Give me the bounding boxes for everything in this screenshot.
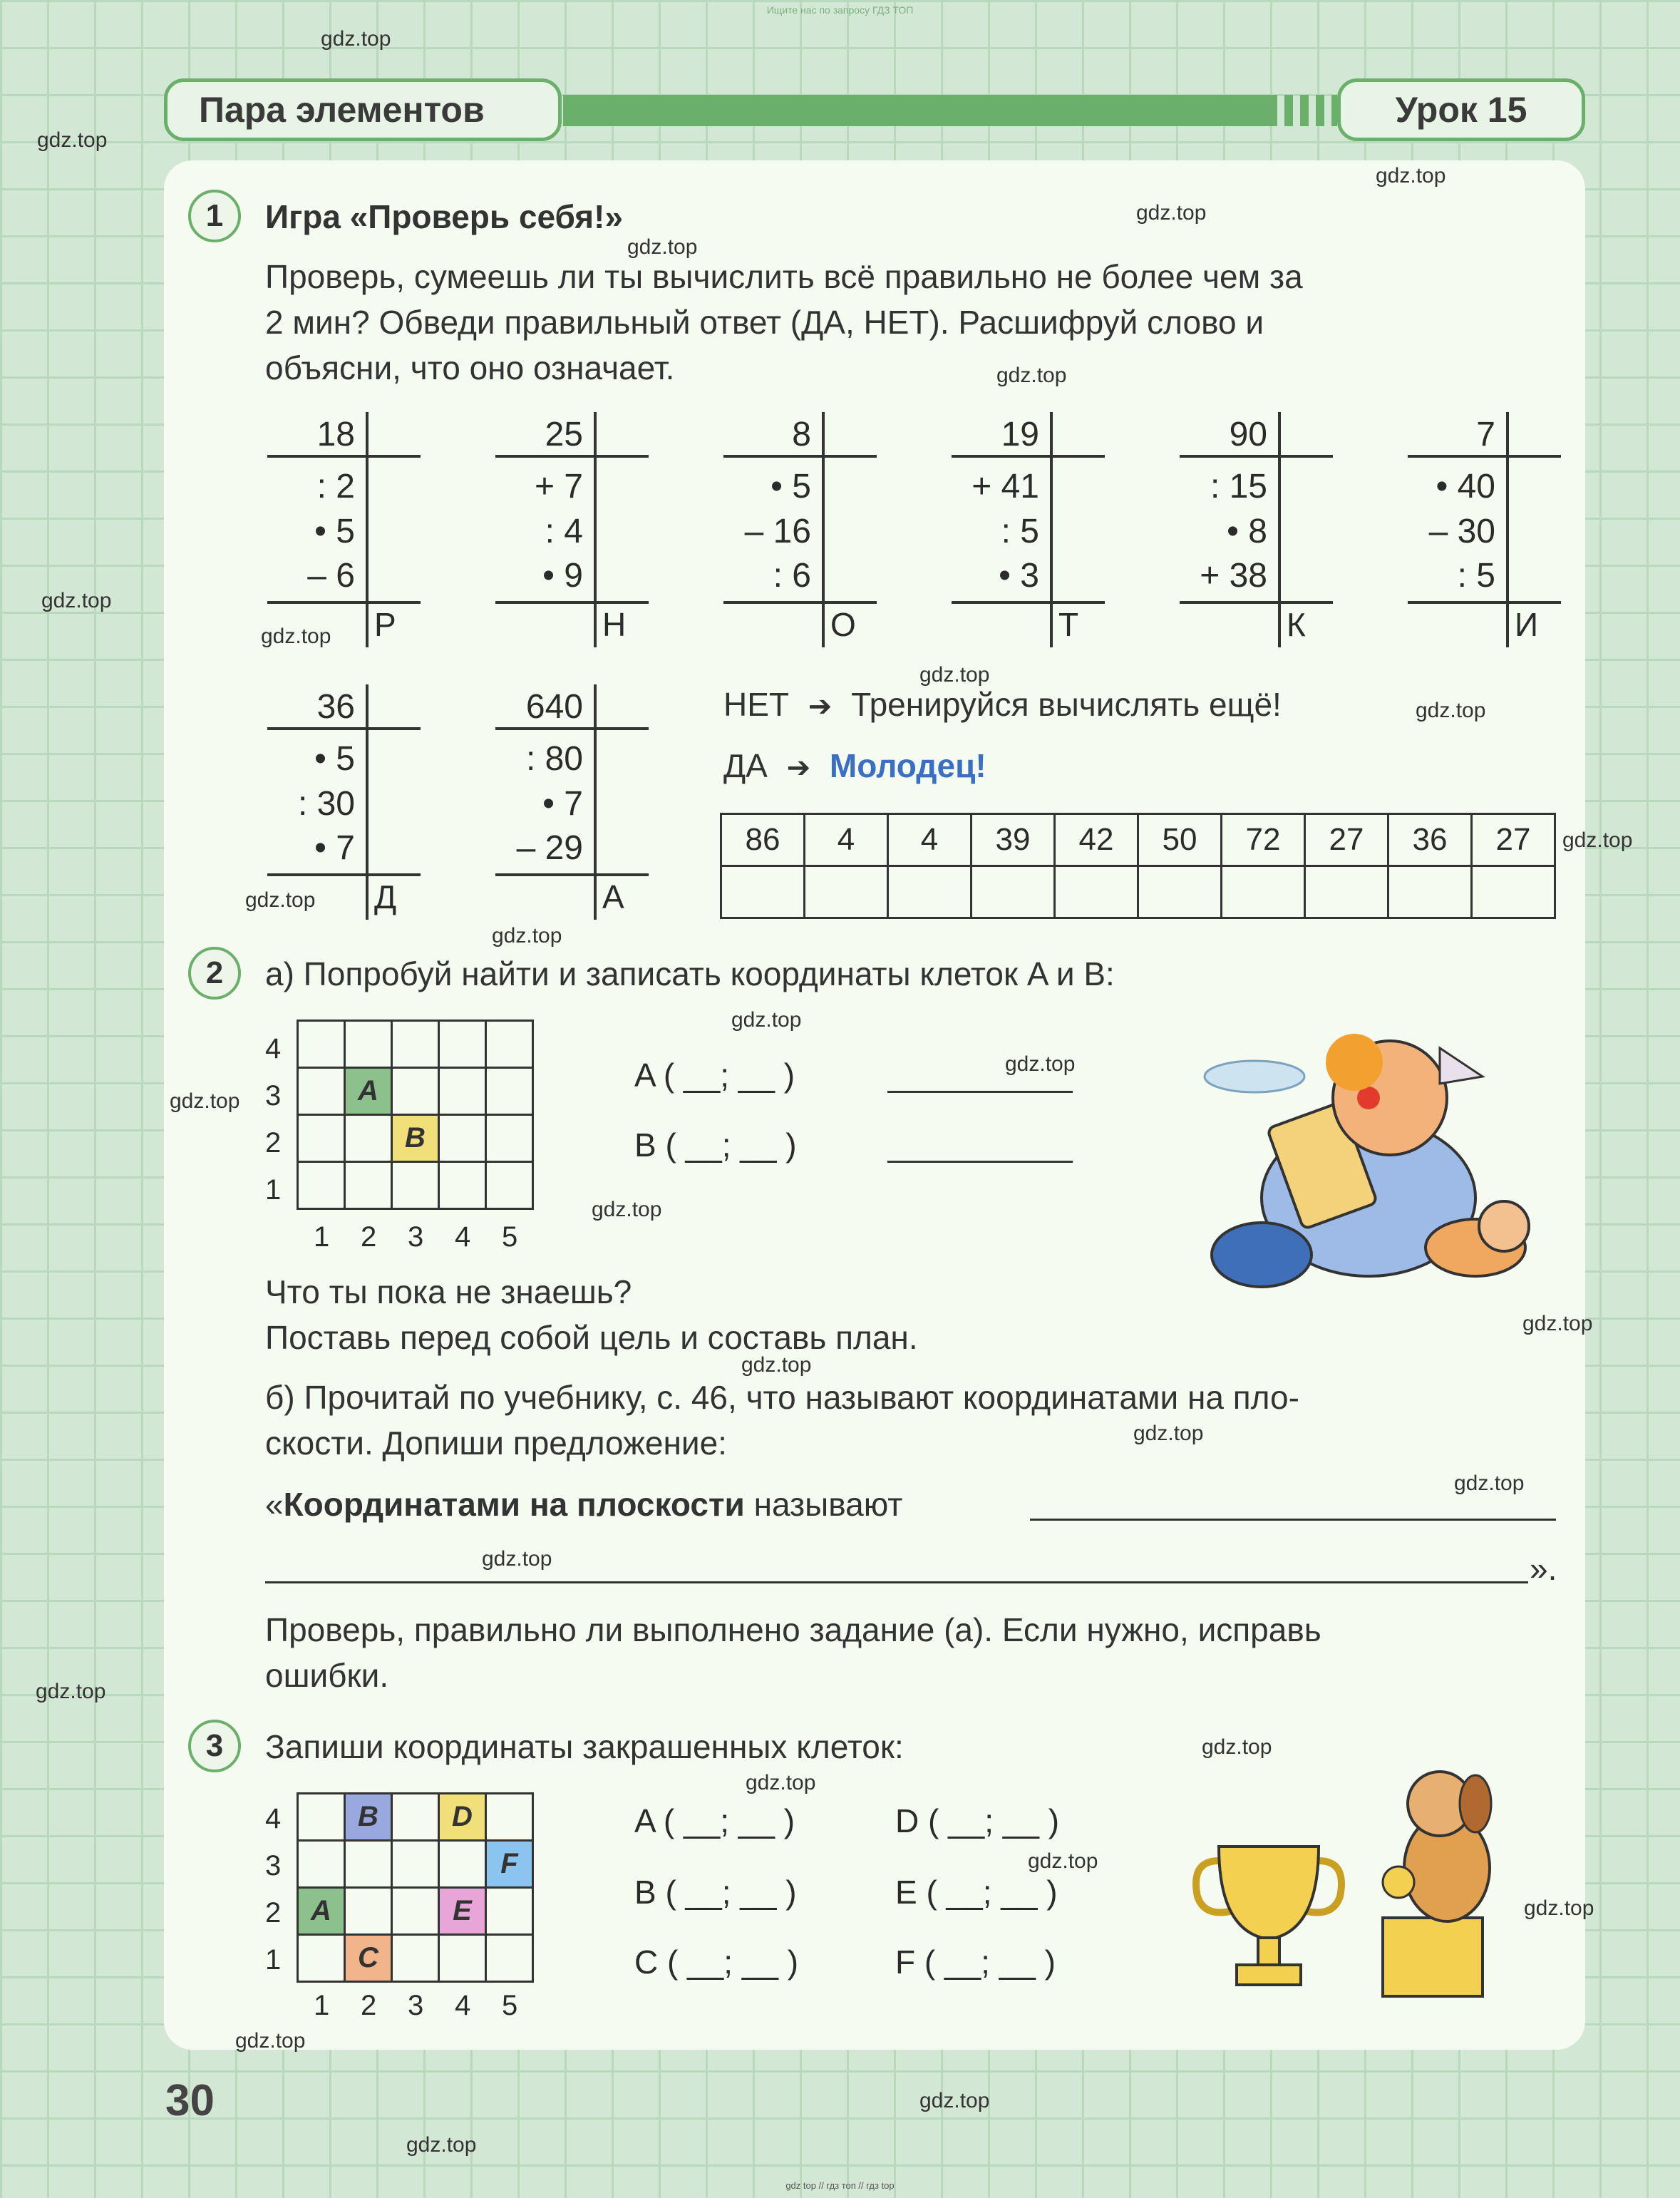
- answer-letter-cell[interactable]: [721, 866, 805, 918]
- chain-op: • 7: [542, 785, 583, 823]
- watermark: gdz.top: [1136, 201, 1207, 225]
- cell-b: B: [392, 1115, 439, 1162]
- chain-letter: И: [1515, 606, 1539, 643]
- watermark: gdz.top: [919, 2089, 990, 2112]
- watermark: gdz.top: [321, 27, 391, 51]
- answer-value: 86: [721, 814, 805, 866]
- answer-letter-cell[interactable]: [1305, 866, 1388, 918]
- watermark: gdz.top: [1005, 1052, 1076, 1076]
- coord-c[interactable]: C ( __; __ ): [634, 1943, 799, 1981]
- chain-op: • 5: [314, 740, 355, 778]
- answer-letter-cell[interactable]: [888, 866, 972, 918]
- watermark: gdz.top: [741, 1353, 812, 1377]
- watermark: gdz.top: [235, 2029, 306, 2053]
- grid-y-label: 4: [265, 1033, 282, 1064]
- chain-op: : 30: [297, 785, 355, 823]
- chain-start: 25: [545, 416, 583, 453]
- grid-y-label: 2: [265, 1897, 282, 1929]
- watermark: gdz.top: [746, 1771, 816, 1794]
- section-title: Пара элементов: [164, 78, 562, 141]
- answer-letter-cell[interactable]: [1055, 866, 1138, 918]
- watermark: gdz.top: [406, 2133, 477, 2157]
- watermark: gdz.top: [1522, 1312, 1593, 1335]
- chain-op: • 7: [314, 829, 355, 867]
- no-word: НЕТ: [723, 686, 789, 723]
- bottom-note: gdz top // гдз топ // гдз top: [785, 2180, 895, 2191]
- header-stripes: [1269, 95, 1337, 126]
- arrow-right-icon: ➔: [786, 752, 811, 784]
- chain-op: – 16: [744, 513, 811, 550]
- task2-check-line1: Проверь, правильно ли выполнено задание (а). Если нужно, исправь: [265, 1611, 1321, 1648]
- answer-value: 50: [1138, 814, 1222, 866]
- chain-start: 36: [316, 688, 355, 726]
- watermark: gdz.top: [1133, 1422, 1204, 1445]
- chain-t: [952, 412, 1105, 647]
- watermark: gdz.top: [492, 924, 562, 947]
- chain-op: : 5: [1001, 513, 1039, 550]
- yes-word: ДА: [723, 747, 768, 784]
- task2-grid: [297, 1020, 534, 1210]
- task2-q1: Что ты пока не знаешь?: [265, 1273, 632, 1310]
- chain-i: [1408, 412, 1561, 647]
- answer-letter-cell[interactable]: [805, 866, 888, 918]
- task1-number: 1: [188, 190, 241, 242]
- no-line: [723, 683, 1282, 728]
- answer-letter-cell[interactable]: [1472, 866, 1555, 918]
- task1-text-line1: Проверь, сумеешь ли ты вычислить всё правильно не более чем за: [265, 258, 1303, 295]
- chain-d: [267, 684, 421, 920]
- quote-close: ».: [1530, 1550, 1557, 1587]
- coord-a[interactable]: A ( __; __ ): [634, 1802, 795, 1839]
- chain-op: • 5: [314, 513, 355, 550]
- watermark: gdz.top: [1454, 1472, 1525, 1495]
- chain-op: : 15: [1210, 468, 1267, 505]
- task2-b-line1: б) Прочитай по учебнику, с. 46, что называют координатами на пло-: [265, 1379, 1299, 1416]
- no-text: Тренируйся вычислять ещё!: [851, 686, 1282, 723]
- definition-verb: называют: [744, 1486, 903, 1523]
- watermark: gdz.top: [1376, 164, 1446, 188]
- answer-value: 4: [888, 814, 972, 866]
- watermark: gdz.top: [1028, 1849, 1098, 1873]
- definition-term: Координатами на плоскости: [283, 1486, 745, 1523]
- task2-number: 2: [188, 947, 241, 1000]
- task1-text-line3: объясни, что оно означает.: [265, 349, 675, 386]
- chain-start: 7: [1476, 416, 1495, 453]
- watermark: gdz.top: [1416, 699, 1486, 722]
- watermark: gdz.top: [996, 364, 1067, 387]
- chain-op: – 6: [307, 557, 355, 595]
- cell-a: A: [298, 1888, 345, 1935]
- watermark: gdz.top: [1524, 1896, 1594, 1920]
- grid-x-label: 2: [361, 1990, 377, 2021]
- answer-value: 72: [1222, 814, 1305, 866]
- quote-open: «: [265, 1486, 284, 1523]
- chain-op: • 3: [999, 557, 1039, 595]
- chain-letter: К: [1287, 606, 1306, 643]
- answer-value: 39: [972, 814, 1055, 866]
- chain-op: : 4: [545, 513, 583, 550]
- chain-letter: Т: [1058, 606, 1079, 643]
- header-bar: [563, 95, 1269, 126]
- chain-op: + 38: [1200, 557, 1267, 595]
- chain-start: 640: [525, 688, 583, 726]
- grid-x-label: 4: [455, 1221, 471, 1253]
- grid-y-label: 3: [265, 1080, 282, 1111]
- chain-op: + 7: [534, 468, 583, 505]
- chain-op: : 80: [525, 740, 583, 778]
- cell-c: C: [345, 1935, 392, 1982]
- chain-letter: А: [602, 878, 624, 915]
- lesson-label: Урок 15: [1337, 78, 1585, 141]
- chain-op: – 30: [1428, 513, 1495, 550]
- coord-e[interactable]: E ( __; __ ): [895, 1874, 1058, 1911]
- chain-letter: Н: [602, 606, 627, 643]
- chain-op: – 29: [516, 829, 583, 867]
- definition-line-1[interactable]: [1030, 1519, 1556, 1521]
- grid-y-label: 1: [265, 1944, 282, 1976]
- answer-value: 42: [1055, 814, 1138, 866]
- cell-a: A: [345, 1068, 392, 1115]
- answer-table: [720, 813, 1556, 919]
- chain-start: 18: [316, 416, 355, 453]
- definition-sentence: [265, 1483, 902, 1526]
- chain-op: • 9: [542, 557, 583, 595]
- task3-text: Запиши координаты закрашенных клеток:: [265, 1728, 904, 1765]
- task3-number: 3: [188, 1720, 241, 1772]
- answer-line-b[interactable]: [887, 1161, 1073, 1163]
- coord-f[interactable]: F ( __; __ ): [895, 1943, 1056, 1981]
- answer-line-a[interactable]: [887, 1091, 1073, 1093]
- answer-letter-cell[interactable]: [1222, 866, 1305, 918]
- definition-line-2[interactable]: [265, 1581, 1528, 1583]
- chain-o: [723, 412, 877, 647]
- cell-f: F: [486, 1841, 533, 1888]
- chain-op: : 6: [773, 557, 811, 595]
- grid-y-label: 4: [265, 1803, 282, 1834]
- watermark: gdz.top: [36, 1680, 106, 1703]
- grid-x-label: 1: [314, 1221, 330, 1253]
- task2-b-line2: скости. Допиши предложение:: [265, 1424, 727, 1462]
- chain-start: 90: [1229, 416, 1267, 453]
- watermark: gdz.top: [1562, 828, 1633, 852]
- grid-x-label: 5: [502, 1221, 518, 1253]
- chain-start: 8: [792, 416, 811, 453]
- cell-e: E: [439, 1888, 486, 1935]
- chain-op: • 8: [1227, 513, 1267, 550]
- chain-op: : 2: [316, 468, 355, 505]
- coord-b[interactable]: B ( __; __ ): [634, 1126, 797, 1164]
- chain-letter: Д: [374, 878, 397, 915]
- grid-x-label: 2: [361, 1221, 377, 1253]
- chain-op: + 41: [972, 468, 1039, 505]
- chain-op: • 40: [1436, 468, 1495, 505]
- chain-op: : 5: [1457, 557, 1495, 595]
- task2-a-text: а) Попробуй найти и записать координаты клеток A и B:: [265, 955, 1115, 992]
- watermark: gdz.top: [627, 235, 698, 259]
- cell-b: B: [345, 1794, 392, 1841]
- watermark: gdz.top: [170, 1089, 240, 1113]
- grid-x-label: 5: [502, 1990, 518, 2021]
- watermark: gdz.top: [592, 1198, 662, 1221]
- grid-y-label: 3: [265, 1850, 282, 1881]
- grid-x-label: 3: [408, 1221, 424, 1253]
- watermark: gdz.top: [245, 888, 316, 912]
- answer-values-row: [721, 814, 1555, 866]
- grid-x-label: 1: [314, 1990, 330, 2021]
- answer-value: 36: [1388, 814, 1472, 866]
- answer-value: 4: [805, 814, 888, 866]
- watermark: gdz.top: [261, 625, 331, 648]
- watermark: gdz.top: [37, 128, 108, 152]
- chain-r: [267, 412, 421, 647]
- page-number: 30: [165, 2076, 215, 2125]
- chain-a: [495, 684, 649, 920]
- grid-y-label: 1: [265, 1174, 282, 1206]
- task2-check-line2: ошибки.: [265, 1657, 389, 1694]
- task2-q2: Поставь перед собой цель и составь план.: [265, 1319, 918, 1356]
- cell-d: D: [439, 1794, 486, 1841]
- watermark: gdz.top: [1202, 1735, 1272, 1759]
- coord-a[interactable]: A ( __; __ ): [634, 1057, 795, 1094]
- yes-text: Молодец!: [829, 747, 986, 784]
- answer-letter-cell[interactable]: [1388, 866, 1472, 918]
- coord-d[interactable]: D ( __; __ ): [895, 1802, 1060, 1839]
- clown-illustration: [1176, 1020, 1547, 1319]
- watermark: gdz.top: [919, 663, 990, 687]
- coord-b[interactable]: B ( __; __ ): [634, 1874, 797, 1911]
- chain-letter: Р: [374, 606, 396, 643]
- answer-letter-cell[interactable]: [1138, 866, 1222, 918]
- arrow-right-icon: ➔: [808, 691, 833, 722]
- grid-y-label: 2: [265, 1127, 282, 1159]
- yes-line: [723, 744, 986, 789]
- task1-title: Игра «Проверь себя!»: [265, 198, 624, 235]
- watermark: gdz.top: [41, 589, 112, 612]
- grid-x-label: 4: [455, 1990, 471, 2021]
- answer-value: 27: [1305, 814, 1388, 866]
- watermark: gdz.top: [482, 1547, 552, 1571]
- answer-value: 27: [1472, 814, 1555, 866]
- answer-letters-row[interactable]: [721, 866, 1555, 918]
- chain-letter: О: [830, 606, 856, 643]
- chain-op: • 5: [771, 468, 811, 505]
- chain-start: 19: [1001, 416, 1039, 453]
- task1-text-line2: 2 мин? Обведи правильный ответ (ДА, НЕТ). Расшифруй слово и: [265, 304, 1264, 341]
- answer-letter-cell[interactable]: [972, 866, 1055, 918]
- task3-grid: [297, 1792, 534, 1983]
- top-note: Ищите нас по запросу ГДЗ ТОП: [766, 4, 914, 16]
- chain-n: [495, 412, 649, 647]
- chain-k: [1180, 412, 1333, 647]
- watermark: gdz.top: [731, 1008, 802, 1032]
- grid-x-label: 3: [408, 1990, 424, 2021]
- trophy-illustration: [1176, 1754, 1547, 2010]
